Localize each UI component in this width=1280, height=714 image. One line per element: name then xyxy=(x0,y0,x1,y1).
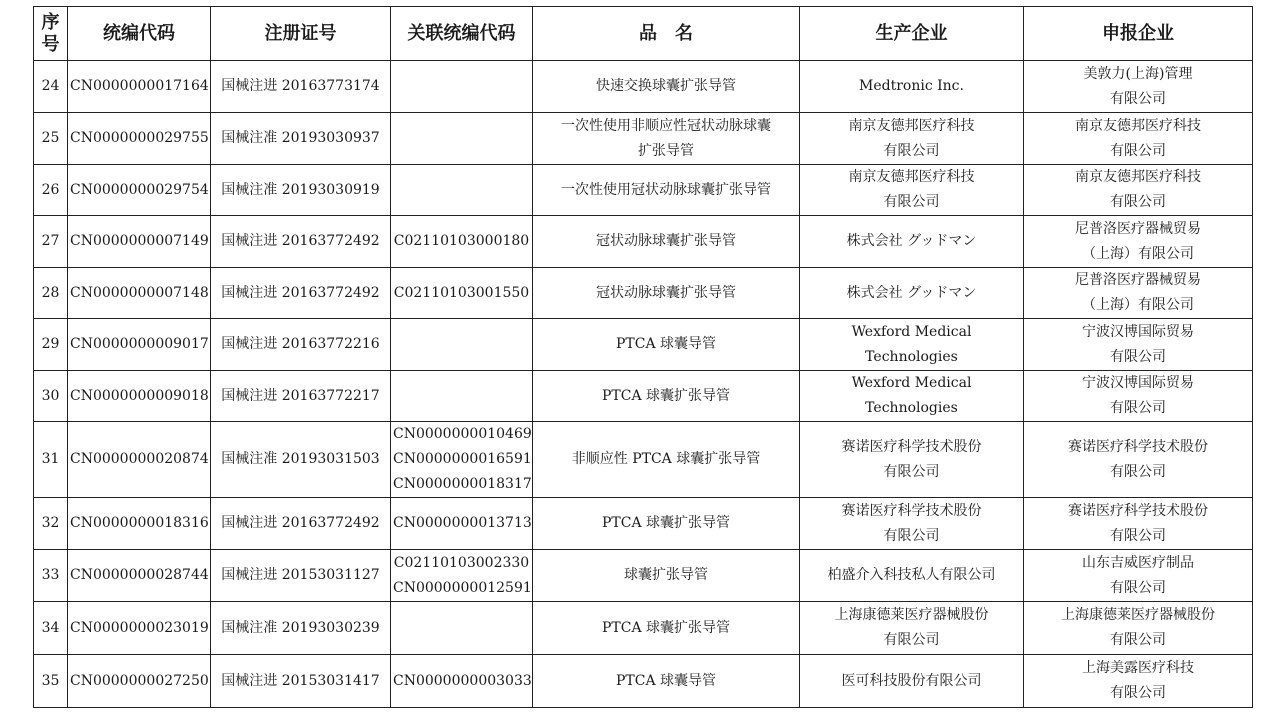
manufacturer-cell-line: Technologies xyxy=(865,400,958,416)
seq-cell: 30 xyxy=(34,371,68,422)
manufacturer-cell xyxy=(800,216,1024,268)
applicant-cell-line: 有限公司 xyxy=(1110,685,1166,701)
manufacturer-cell-line: 株式会社 グッドマン xyxy=(846,284,977,301)
applicant-cell xyxy=(1024,550,1253,602)
applicant-cell-line: 有限公司 xyxy=(1110,90,1166,107)
manufacturer-cell-line: 有限公司 xyxy=(883,527,940,544)
product-name-cell-line: 扩张导管 xyxy=(638,142,694,159)
related-code-cell-line: C02110103001550 xyxy=(393,284,530,301)
manufacturer-cell xyxy=(800,498,1024,550)
product-name-cell-line: 非顺应性 PTCA 球囊扩张导管 xyxy=(571,451,761,467)
table-row xyxy=(34,550,1253,602)
product-name-cell-line: 冠状动脉球囊扩张导管 xyxy=(596,284,736,301)
applicant-cell-line: 赛诺医疗科学技术股份 xyxy=(1068,502,1208,519)
related-code-cell xyxy=(391,319,533,371)
related-code-cell-line: CN0000000016591 xyxy=(393,451,532,467)
product-name-cell-line: 冠状动脉球囊扩张导管 xyxy=(596,233,736,249)
applicant-cell xyxy=(1024,319,1253,371)
applicant-cell xyxy=(1024,165,1253,216)
applicant-cell-line: 有限公司 xyxy=(1110,579,1166,596)
applicant-cell-line: 宁波汉博国际贸易 xyxy=(1082,323,1194,340)
table-row xyxy=(34,113,1253,165)
product-name-cell xyxy=(533,268,800,319)
applicant-cell-line: 赛诺医疗科学技术股份 xyxy=(1068,438,1208,455)
product-name-cell xyxy=(533,371,800,422)
manufacturer-cell-line: 柏盛介入科技私人有限公司 xyxy=(827,567,996,583)
registration-cell: 国械注进 20163772217 xyxy=(211,371,391,422)
applicant-cell xyxy=(1024,655,1253,708)
manufacturer-cell-line: Wexford Medical xyxy=(851,375,972,391)
seq-cell: 25 xyxy=(34,113,68,165)
code-cell: CN0000000027250 xyxy=(68,655,211,708)
manufacturer-cell xyxy=(800,422,1024,498)
manufacturer-cell xyxy=(800,550,1024,602)
seq-cell: 33 xyxy=(34,550,68,602)
seq-cell: 26 xyxy=(34,165,68,216)
code-cell: CN0000000007149 xyxy=(68,216,211,268)
applicant-cell-line: 美敦力(上海)管理 xyxy=(1083,65,1193,82)
table-row xyxy=(34,498,1253,550)
registration-cell: 国械注进 20163772492 xyxy=(211,268,391,319)
applicant-cell-line: 上海美露医疗科技 xyxy=(1082,660,1194,676)
related-code-cell xyxy=(391,498,533,550)
manufacturer-cell xyxy=(800,655,1024,708)
registration-cell: 国械注准 20193030937 xyxy=(211,113,391,165)
manufacturer-cell xyxy=(800,113,1024,165)
manufacturer-cell xyxy=(800,371,1024,422)
related-code-cell-line: CN0000000018317 xyxy=(393,476,532,492)
registration-cell: 国械注进 20163772216 xyxy=(211,319,391,371)
product-name-cell xyxy=(533,113,800,165)
related-code-cell xyxy=(391,113,533,165)
manufacturer-cell xyxy=(800,268,1024,319)
product-name-cell-line: PTCA 球囊扩张导管 xyxy=(601,515,731,531)
applicant-cell-line: （上海）有限公司 xyxy=(1082,297,1194,313)
code-cell: CN0000000007148 xyxy=(68,268,211,319)
product-name-cell xyxy=(533,165,800,216)
applicant-cell xyxy=(1024,498,1253,550)
table-row xyxy=(34,165,1253,216)
code-cell: CN0000000029755 xyxy=(68,113,211,165)
table-row xyxy=(34,268,1253,319)
manufacturer-cell-line: 医可科技股份有限公司 xyxy=(841,672,982,689)
table-row xyxy=(34,61,1253,113)
manufacturer-cell-line: Wexford Medical xyxy=(851,323,972,340)
registration-cell: 国械注准 20193030239 xyxy=(211,602,391,655)
applicant-cell-line: 有限公司 xyxy=(1110,632,1166,648)
related-code-cell xyxy=(391,550,533,602)
table-row xyxy=(34,319,1253,371)
code-cell: CN0000000009018 xyxy=(68,371,211,422)
product-name-cell xyxy=(533,655,800,708)
product-name-cell-line: PTCA 球囊导管 xyxy=(615,336,717,352)
registration-cell: 国械注准 20193031503 xyxy=(211,422,391,498)
product-name-cell xyxy=(533,602,800,655)
table-body xyxy=(34,61,1253,708)
applicant-cell-line: 有限公司 xyxy=(1110,348,1166,365)
seq-cell: 29 xyxy=(34,319,68,371)
header-applicant: 申报企业 xyxy=(1024,7,1253,61)
header-related-code: 关联统编代码 xyxy=(391,7,533,61)
applicant-cell-line: 有限公司 xyxy=(1110,194,1166,210)
manufacturer-cell-line: 南京友德邦医疗科技 xyxy=(848,117,975,134)
related-code-cell xyxy=(391,216,533,268)
manufacturer-cell-line: 有限公司 xyxy=(883,632,940,648)
applicant-cell-line: 有限公司 xyxy=(1110,463,1166,480)
related-code-cell xyxy=(391,422,533,498)
code-cell: CN0000000020874 xyxy=(68,422,211,498)
product-name-cell-line: PTCA 球囊扩张导管 xyxy=(601,387,731,404)
applicant-cell xyxy=(1024,422,1253,498)
manufacturer-cell-line: 上海康德莱医疗器械股份 xyxy=(834,607,989,623)
manufacturer-cell-line: 南京友德邦医疗科技 xyxy=(848,169,975,185)
seq-cell: 27 xyxy=(34,216,68,268)
seq-cell: 35 xyxy=(34,655,68,708)
applicant-cell-line: 南京友德邦医疗科技 xyxy=(1075,117,1201,134)
manufacturer-cell-line: 株式会社 グッドマン xyxy=(846,233,977,249)
applicant-cell xyxy=(1024,61,1253,113)
product-name-cell xyxy=(533,550,800,602)
manufacturer-cell xyxy=(800,165,1024,216)
related-code-cell-line: CN0000000003033 xyxy=(393,672,532,689)
applicant-cell-line: 有限公司 xyxy=(1110,142,1166,159)
product-name-cell-line: 球囊扩张导管 xyxy=(624,567,708,583)
manufacturer-cell xyxy=(800,319,1024,371)
header-row xyxy=(34,7,1253,61)
manufacturer-cell-line: 赛诺医疗科学技术股份 xyxy=(841,502,982,519)
applicant-cell-line: 山东吉威医疗制品 xyxy=(1082,554,1194,571)
header-manufacturer: 生产企业 xyxy=(800,7,1024,61)
applicant-cell-line: 上海康德莱医疗器械股份 xyxy=(1061,607,1215,623)
product-name-cell xyxy=(533,61,800,113)
related-code-cell-line: C02110103002330 xyxy=(393,554,530,571)
code-cell: CN0000000017164 xyxy=(68,61,211,113)
code-cell: CN0000000009017 xyxy=(68,319,211,371)
applicant-cell-line: 尼普洛医疗器械贸易 xyxy=(1075,272,1201,288)
related-code-cell xyxy=(391,61,533,113)
registration-cell: 国械注进 20163772492 xyxy=(211,498,391,550)
applicant-cell-line: 有限公司 xyxy=(1110,400,1166,416)
code-cell: CN0000000023019 xyxy=(68,602,211,655)
product-name-cell xyxy=(533,319,800,371)
applicant-cell-line: 宁波汉博国际贸易 xyxy=(1082,375,1194,391)
related-code-cell-line: C02110103000180 xyxy=(393,233,530,249)
manufacturer-cell-line: 有限公司 xyxy=(883,194,940,210)
related-code-cell-line: CN0000000010469 xyxy=(393,426,532,442)
manufacturer-cell xyxy=(800,61,1024,113)
registration-cell: 国械注进 20163772492 xyxy=(211,216,391,268)
applicant-cell-line: 有限公司 xyxy=(1110,527,1166,544)
manufacturer-cell-line: 有限公司 xyxy=(883,463,940,480)
product-name-cell-line: 一次性使用非顺应性冠状动脉球囊 xyxy=(561,117,771,134)
table-row xyxy=(34,216,1253,268)
code-cell: CN0000000028744 xyxy=(68,550,211,602)
manufacturer-cell xyxy=(800,602,1024,655)
related-code-cell xyxy=(391,268,533,319)
applicant-cell xyxy=(1024,216,1253,268)
header-registration: 注册证号 xyxy=(211,7,391,61)
header-code: 统编代码 xyxy=(68,7,211,61)
header-product-name: 品 名 xyxy=(533,7,800,61)
product-name-cell-line: PTCA 球囊扩张导管 xyxy=(601,619,731,636)
applicant-cell xyxy=(1024,602,1253,655)
seq-cell: 24 xyxy=(34,61,68,113)
related-code-cell-line: CN0000000012591 xyxy=(393,579,532,596)
applicant-cell xyxy=(1024,113,1253,165)
manufacturer-cell-line: 赛诺医疗科学技术股份 xyxy=(841,438,982,455)
applicant-cell-line: （上海）有限公司 xyxy=(1082,245,1194,262)
product-name-cell-line: 一次性使用冠状动脉球囊扩张导管 xyxy=(561,181,771,198)
seq-cell: 34 xyxy=(34,602,68,655)
registration-cell: 国械注进 20163773174 xyxy=(211,61,391,113)
applicant-cell-line: 尼普洛医疗器械贸易 xyxy=(1075,220,1201,237)
table-row xyxy=(34,371,1253,422)
product-name-cell-line: PTCA 球囊导管 xyxy=(615,672,717,689)
product-name-cell xyxy=(533,216,800,268)
registration-cell: 国械注进 20153031127 xyxy=(211,550,391,602)
table-row xyxy=(34,602,1253,655)
manufacturer-cell-line: 有限公司 xyxy=(883,142,940,159)
table-row xyxy=(34,422,1253,498)
applicant-cell xyxy=(1024,268,1253,319)
registration-cell: 国械注进 20153031417 xyxy=(211,655,391,708)
registration-cell: 国械注准 20193030919 xyxy=(211,165,391,216)
seq-cell: 32 xyxy=(34,498,68,550)
product-name-cell xyxy=(533,498,800,550)
product-name-cell-line: 快速交换球囊扩张导管 xyxy=(596,78,736,94)
applicant-cell-line: 南京友德邦医疗科技 xyxy=(1075,169,1201,185)
code-cell: CN0000000018316 xyxy=(68,498,211,550)
manufacturer-cell-line: Technologies xyxy=(865,348,958,365)
seq-cell: 31 xyxy=(34,422,68,498)
related-code-cell xyxy=(391,165,533,216)
related-code-cell xyxy=(391,371,533,422)
product-name-cell xyxy=(533,422,800,498)
device-registry-table xyxy=(33,6,1253,708)
code-cell: CN0000000029754 xyxy=(68,165,211,216)
header-seq: 序号 xyxy=(34,7,68,61)
manufacturer-cell-line: Medtronic Inc. xyxy=(859,78,964,94)
related-code-cell xyxy=(391,655,533,708)
related-code-cell xyxy=(391,602,533,655)
table-row xyxy=(34,655,1253,708)
related-code-cell-line: CN0000000013713 xyxy=(393,515,532,531)
applicant-cell xyxy=(1024,371,1253,422)
seq-cell: 28 xyxy=(34,268,68,319)
